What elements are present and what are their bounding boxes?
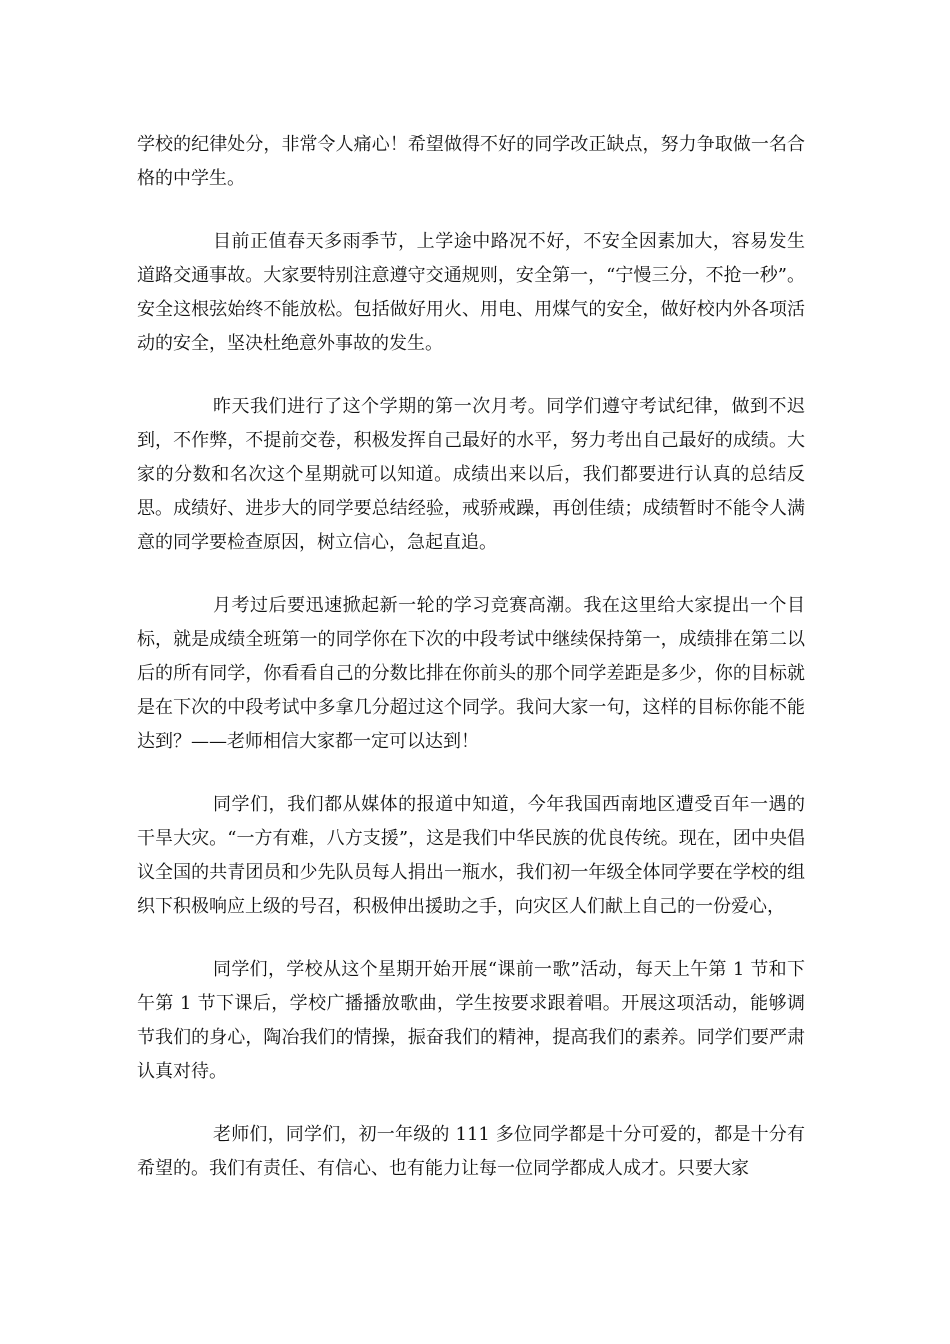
paragraph-4: 月考过后要迅速掀起新一轮的学习竞赛高潮。我在这里给大家提出一个目标，就是成绩全班第一的同学你在下次的中段考试中继续保持第一，成绩排在第二以后的所有同学，你看看自己的分数比排在你前头的那个同学差距是多少，你的目标就是在下次的中段考试中多拿几分超过这个同学。我问大家一句，这样的目标你能不能达到？——老师相信大家都一定可以达到！ (137, 595, 805, 752)
document-body (137, 128, 805, 1215)
paragraph-1: 学校的纪律处分，非常令人痛心！希望做得不好的同学改正缺点，努力争取做一名合格的中学生。 (137, 134, 805, 189)
paragraph-5: 同学们，我们都从媒体的报道中知道，今年我国西南地区遭受百年一遇的干旱大灾。“一方有难，八方支援”，这是我们中华民族的优良传统。现在，团中央倡议全国的共青团员和少先队员每人捐出一瓶水，我们初一年级全体同学要在学校的组织下积极响应上级的号召，积极伸出援助之手，向灾区人们献上自己的一份爱心， (137, 794, 805, 917)
paragraph-2: 目前正值春天多雨季节，上学途中路况不好，不安全因素加大，容易发生道路交通事故。大家要特别注意遵守交通规则，安全第一，“宁慢三分，不抢一秒”。安全这根弦始终不能放松。包括做好用火、用电、用煤气的安全，做好校内外各项活动的安全，坚决杜绝意外事故的发生。 (137, 231, 805, 354)
paragraph-7: 老师们，同学们，初一年级的 111 多位同学都是十分可爱的，都是十分有希望的。我们有责任、有信心、也有能力让每一位同学都成人成才。只要大家 (137, 1124, 805, 1179)
paragraph-3: 昨天我们进行了这个学期的第一次月考。同学们遵守考试纪律，做到不迟到，不作弊，不提前交卷，积极发挥自己最好的水平，努力考出自己最好的成绩。大家的分数和名次这个星期就可以知道。成绩出来以后，我们都要进行认真的总结反思。成绩好、进步大的同学要总结经验，戒骄戒躁，再创佳绩；成绩暂时不能令人满意的同学要检查原因，树立信心，急起直追。 (137, 396, 805, 553)
paragraph-6: 同学们，学校从这个星期开始开展“课前一歌”活动，每天上午第 1 节和下午第 1 节下课后，学校广播播放歌曲，学生按要求跟着唱。开展这项活动，能够调节我们的身心，陶冶我们的情操，振奋我们的精神，提高我们的素养。同学们要严肃认真对待。 (137, 959, 805, 1082)
